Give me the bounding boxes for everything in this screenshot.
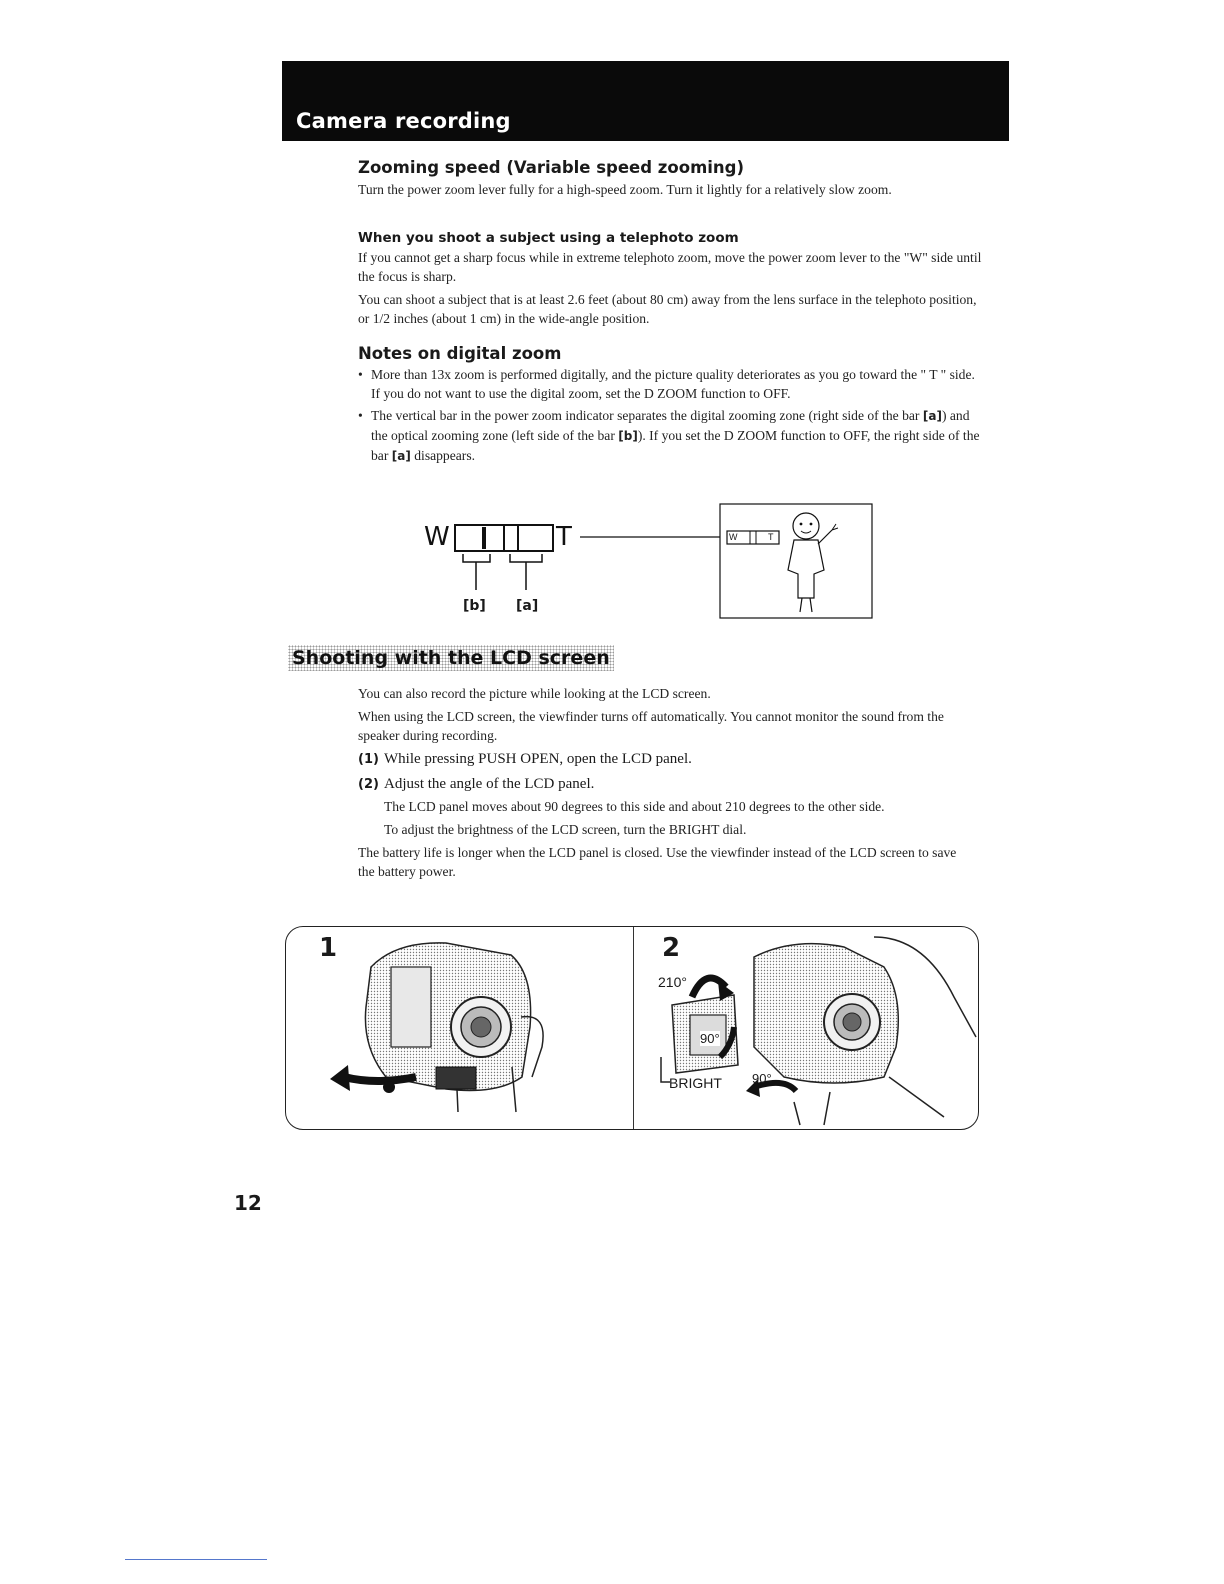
zoom-w-label: W bbox=[424, 522, 450, 552]
step-2-text: Adjust the angle of the LCD panel. bbox=[384, 776, 595, 792]
zoom-t-label: T bbox=[556, 522, 572, 552]
lcd-illustration bbox=[285, 926, 979, 1130]
telephoto-para-2: You can shoot a subject that is at least 2.6 feet (about 80 cm) away from the lens surface in the telephoto position, or 1/2 inches (about 1 cm) in the wide-angle position. bbox=[358, 292, 977, 326]
lcd-para-1: You can also record the picture while looking at the LCD screen. bbox=[358, 686, 711, 701]
step-1-number: (1) bbox=[358, 752, 379, 767]
zooming-speed-section bbox=[358, 158, 983, 199]
lcd-step-2 bbox=[358, 774, 968, 795]
mini-t-label: T bbox=[768, 532, 774, 542]
lcd-section-heading: Shooting with the LCD screen bbox=[288, 645, 614, 671]
illustration-panel-2 bbox=[634, 927, 978, 1129]
bullet-2-text-a: The vertical bar in the power zoom indicator separates the digital zooming zone (right side of the bar bbox=[371, 408, 923, 423]
camcorder-open-drawing bbox=[286, 927, 633, 1129]
digital-zoom-heading: Notes on digital zoom bbox=[358, 344, 562, 363]
bullet-2-text-c: ). If you set the D ZOOM function to OFF, the right side of the bar bbox=[371, 428, 980, 463]
bar-ref-a: [a] bbox=[922, 409, 942, 423]
digital-zoom-section bbox=[358, 344, 983, 466]
zoom-ref-a: [a] bbox=[516, 598, 539, 614]
bar-ref-b: [b] bbox=[618, 429, 638, 443]
step-2-note-1: The LCD panel moves about 90 degrees to this side and about 210 degrees to the other side. bbox=[384, 799, 885, 814]
telephoto-heading: When you shoot a subject using a telephoto zoom bbox=[358, 230, 739, 246]
zoom-indicator-diagram bbox=[420, 500, 880, 625]
footer-rule bbox=[125, 1559, 267, 1560]
lcd-para-3: The battery life is longer when the LCD panel is closed. Use the viewfinder instead of the LCD screen to save the battery power. bbox=[358, 845, 957, 879]
telephoto-para-1: If you cannot get a sharp focus while in extreme telephoto zoom, move the power zoom lever to the "W" side until the focus is sharp. bbox=[358, 250, 982, 284]
panel-2-number: 2 bbox=[662, 933, 681, 963]
angle-210-label: 210° bbox=[658, 974, 687, 990]
bullet-2-text-b: ) and the optical zooming zone (left side of the bar bbox=[371, 408, 970, 443]
angle-90-dial-label: 90° bbox=[752, 1071, 772, 1086]
section-title: Camera recording bbox=[296, 109, 511, 133]
step-2-number: (2) bbox=[358, 777, 379, 792]
step-1-text: While pressing PUSH OPEN, open the LCD panel. bbox=[384, 751, 692, 767]
illustration-panel-1 bbox=[286, 927, 633, 1129]
digital-zoom-bullet-1: • More than 13x zoom is performed digitally, and the picture quality deteriorates as you go toward the " T " side. If you do not want to use the digital zoom, set the D ZOOM function to OFF. bbox=[358, 365, 983, 403]
page-number: 12 bbox=[234, 1191, 262, 1215]
section-header-bar bbox=[282, 61, 1009, 141]
lcd-step-1 bbox=[358, 749, 968, 770]
zoom-ref-b: [b] bbox=[463, 598, 486, 614]
zoom-indicator-graphic bbox=[420, 500, 880, 625]
bullet-2-text-d: disappears. bbox=[410, 448, 476, 463]
zooming-speed-body: Turn the power zoom lever fully for a high-speed zoom. Turn it lightly for a relatively slow zoom. bbox=[358, 182, 892, 197]
lcd-section bbox=[358, 684, 968, 881]
bar-ref-a-2: [a] bbox=[391, 449, 411, 463]
telephoto-section bbox=[358, 230, 983, 328]
mini-w-label: W bbox=[729, 532, 738, 542]
zooming-speed-heading: Zooming speed (Variable speed zooming) bbox=[358, 158, 745, 177]
digital-zoom-bullet-2 bbox=[358, 406, 983, 466]
step-2-note-2: To adjust the brightness of the LCD screen, turn the BRIGHT dial. bbox=[384, 822, 747, 837]
angle-90-lcd-label: 90° bbox=[700, 1031, 720, 1046]
bright-dial-label: BRIGHT bbox=[669, 1075, 722, 1091]
camcorder-lcd-rotation-drawing bbox=[634, 927, 978, 1129]
lcd-para-2: When using the LCD screen, the viewfinder turns off automatically. You cannot monitor the sound from the speaker during recording. bbox=[358, 709, 944, 743]
panel-1-number: 1 bbox=[319, 933, 338, 963]
